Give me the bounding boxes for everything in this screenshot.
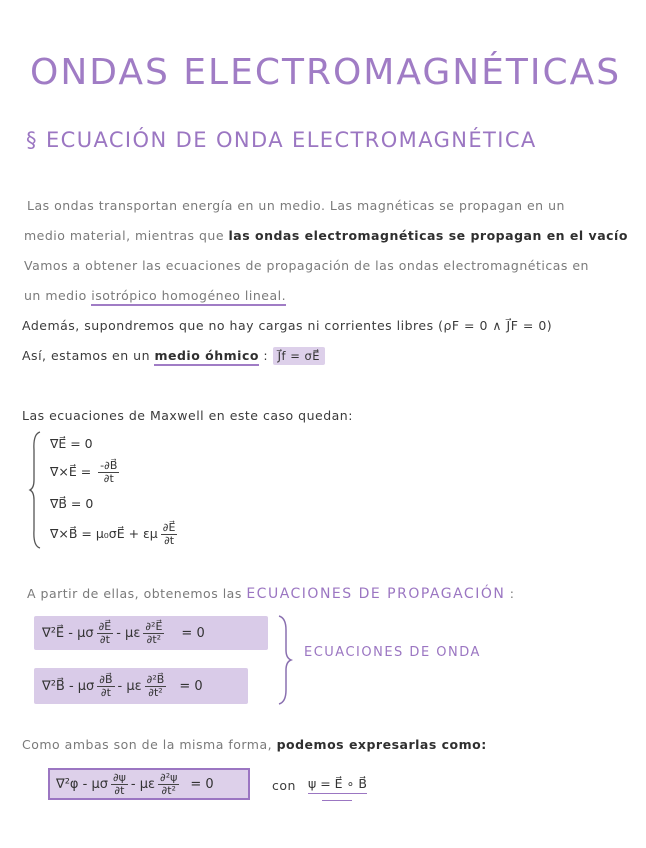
wave-eq-B-den1: ∂t	[100, 685, 111, 699]
intro-line-4	[24, 288, 286, 303]
maxwell-brace	[28, 430, 44, 550]
maxwell-eq-2-num: -∂B⃗	[100, 459, 118, 472]
wave-eq-E-num2: ∂²E⃗	[145, 619, 163, 633]
page-title: ONDAS ELECTROMAGNÉTICAS	[30, 52, 622, 93]
wave-eq-E-num1: ∂E⃗	[98, 619, 112, 633]
general-intro-text: Como ambas son de la misma forma,	[22, 737, 277, 752]
wave-eq-B-frac2	[145, 674, 167, 699]
intro-line-6-text: Así, estamos en un	[22, 348, 155, 363]
general-eq-c: = 0	[190, 776, 214, 792]
wave-eq-B-frac1	[97, 674, 114, 699]
general-eq-a: ∇²φ - μσ	[56, 776, 108, 792]
wave-eq-brace	[276, 614, 294, 706]
propagation-intro-text: A partir de ellas, obtenemos las	[27, 586, 247, 601]
section-subtitle: § ECUACIÓN DE ONDA ELECTROMAGNÉTICA	[26, 128, 537, 152]
propagation-intro-colon: :	[505, 586, 515, 601]
wave-eq-E-b: - με	[116, 625, 141, 641]
maxwell-eq-4-den: ∂t	[164, 534, 175, 547]
psi-definition: ψ = E⃗ ∘ B⃗	[308, 776, 367, 794]
maxwell-eq-2-fraction	[98, 460, 119, 485]
maxwell-eq-2-left: ∇×E⃗ =	[50, 464, 96, 479]
general-eq-frac2	[158, 772, 179, 797]
intro-line-4-underlined: isotrópico homogéneo lineal.	[91, 288, 286, 306]
con-label: con	[272, 778, 296, 793]
intro-line-2-text: medio material, mientras que	[24, 228, 229, 243]
intro-line-4-text: un medio	[24, 288, 92, 303]
psi-double-underline	[322, 800, 352, 801]
wave-eq-B-c: = 0	[179, 678, 203, 694]
intro-line-6-colon: :	[258, 348, 273, 363]
propagation-intro	[27, 586, 515, 602]
wave-eq-E-frac2	[143, 621, 164, 646]
wave-eq-E-a: ∇²E⃗ - μσ	[42, 625, 94, 641]
intro-line-3: Vamos a obtener las ecuaciones de propagación de las ondas electromagnéticas en	[24, 258, 589, 273]
general-eq-num2: ∂²ψ	[160, 770, 178, 784]
general-wave-eq-box	[48, 768, 250, 800]
maxwell-eq-1: ∇E⃗ = 0	[50, 436, 93, 451]
maxwell-eq-2-den: ∂t	[103, 472, 114, 485]
wave-eq-B-num2: ∂²B⃗	[146, 672, 165, 686]
general-eq-b: - με	[130, 776, 156, 792]
maxwell-eq-2	[50, 460, 122, 485]
wave-eq-B-a: ∇²B⃗ - μσ	[42, 678, 95, 694]
maxwell-eq-4-num: ∂E⃗	[162, 521, 176, 534]
maxwell-eq-4-left: ∇×B⃗ = μ₀σE⃗ + εμ	[50, 526, 158, 541]
general-eq-frac1	[111, 772, 128, 797]
wave-eq-E-den1: ∂t	[99, 632, 110, 646]
intro-line-6	[22, 348, 325, 363]
wave-eq-B-box	[34, 668, 248, 704]
intro-line-5: Además, supondremos que no hay cargas ni corrientes libres (ρF = 0 ∧ J⃗F = 0)	[22, 318, 553, 333]
general-eq-den1: ∂t	[114, 783, 125, 797]
maxwell-intro: Las ecuaciones de Maxwell en este caso quedan:	[22, 408, 353, 423]
general-eq-num1: ∂ψ	[112, 770, 126, 784]
ohm-law-highlight: J⃗f = σE⃗	[273, 347, 325, 365]
general-intro	[22, 737, 487, 752]
wave-eq-B-den2: ∂t²	[148, 685, 163, 699]
general-intro-bold: podemos expresarlas como:	[276, 737, 487, 752]
wave-eq-label: ECUACIONES DE ONDA	[304, 645, 481, 660]
wave-eq-B-num1: ∂B⃗	[99, 672, 113, 686]
maxwell-eq-3: ∇B⃗ = 0	[50, 496, 94, 511]
maxwell-eq-4-fraction	[161, 522, 178, 547]
intro-line-2-bold: las ondas electromagnéticas se propagan en el vacío	[228, 228, 628, 243]
intro-line-1: Las ondas transportan energía en un medio. Las magnéticas se propagan en un	[27, 198, 565, 213]
wave-eq-E-den2: ∂t²	[146, 632, 162, 646]
wave-eq-E-c: = 0	[181, 625, 205, 641]
propagation-heading: ECUACIONES DE PROPAGACIÓN	[246, 586, 506, 602]
wave-eq-E-box	[34, 616, 268, 650]
wave-eq-B-b: - με	[117, 678, 142, 694]
intro-line-2	[24, 228, 628, 243]
wave-eq-E-frac1	[97, 621, 114, 646]
maxwell-eq-4	[50, 522, 180, 547]
general-eq-den2: ∂t²	[161, 783, 176, 797]
medio-ohmico-label: medio óhmico	[154, 348, 258, 366]
